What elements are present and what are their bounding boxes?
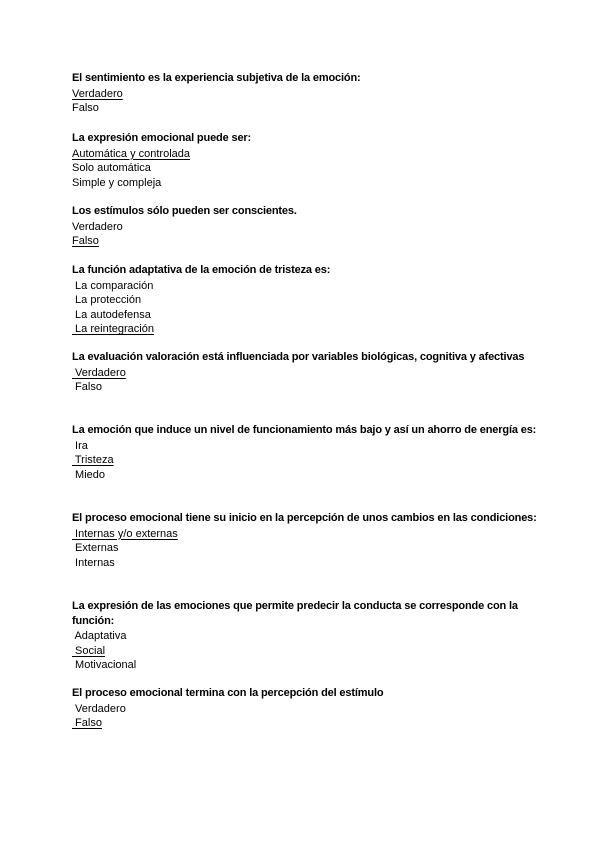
answer-option: La comparación — [72, 279, 154, 292]
answer-option: Falso — [72, 381, 102, 394]
question-block-1 — [72, 71, 542, 116]
answer-option-correct: Automática y controlada — [72, 147, 191, 160]
question-text: La función adaptativa de la emoción de tristeza es: — [72, 264, 331, 276]
answer-option: Miedo — [72, 468, 106, 481]
question-text: Los estímulos sólo pueden ser conscientes. — [72, 205, 297, 217]
answer-option: La autodefensa — [72, 308, 151, 321]
question-text: El sentimiento es la experiencia subjetiva de la emoción: — [72, 72, 361, 84]
question-text: La emoción que induce un nivel de funcionamiento más bajo y así un ahorro de energía es: — [72, 424, 537, 436]
answer-option: Verdadero — [72, 220, 123, 233]
answer-option: Solo automática — [72, 162, 151, 175]
question-text: La evaluación valoración está influenciada por variables biológicas, cognitiva y afectivas — [72, 351, 525, 363]
question-text: El proceso emocional tiene su inicio en la percepción de unos cambios en las condiciones: — [72, 512, 537, 524]
answer-option: Adaptativa — [72, 630, 127, 642]
answer-option-correct: Verdadero — [72, 366, 126, 379]
answer-option: Ira — [72, 439, 88, 452]
answer-option-correct: Internas y/o externas — [72, 527, 178, 540]
question-block-5 — [72, 350, 542, 395]
answer-option-correct: Falso — [72, 717, 102, 730]
question-block-4 — [72, 263, 542, 337]
question-block-9 — [72, 686, 542, 731]
answer-option: La protección — [72, 294, 142, 307]
answer-option: Verdadero — [72, 702, 126, 715]
answer-option-correct: La reintegración — [72, 323, 154, 336]
question-block-2 — [72, 131, 542, 190]
question-text: La expresión emocional puede ser: — [72, 132, 252, 144]
answer-option: Simple y compleja — [72, 176, 162, 189]
answer-option-correct: Tristeza — [72, 454, 114, 467]
question-block-7 — [72, 511, 542, 570]
question-text: El proceso emocional termina con la percepción del estímulo — [72, 687, 384, 699]
answer-option-correct: Falso — [72, 235, 99, 248]
question-block-8 — [72, 599, 542, 673]
answer-option: Internas — [72, 556, 115, 569]
answer-option: Falso — [72, 102, 99, 115]
question-block-3 — [72, 204, 542, 249]
question-text: La expresión de las emociones que permite predecir la conducta se corresponde con la función: — [72, 600, 518, 627]
answer-option-correct: Verdadero — [72, 87, 123, 100]
answer-option: Externas — [72, 542, 119, 555]
answer-option: Motivacional — [72, 659, 137, 672]
answer-option-correct: Social — [72, 644, 106, 657]
question-block-6 — [72, 423, 542, 482]
